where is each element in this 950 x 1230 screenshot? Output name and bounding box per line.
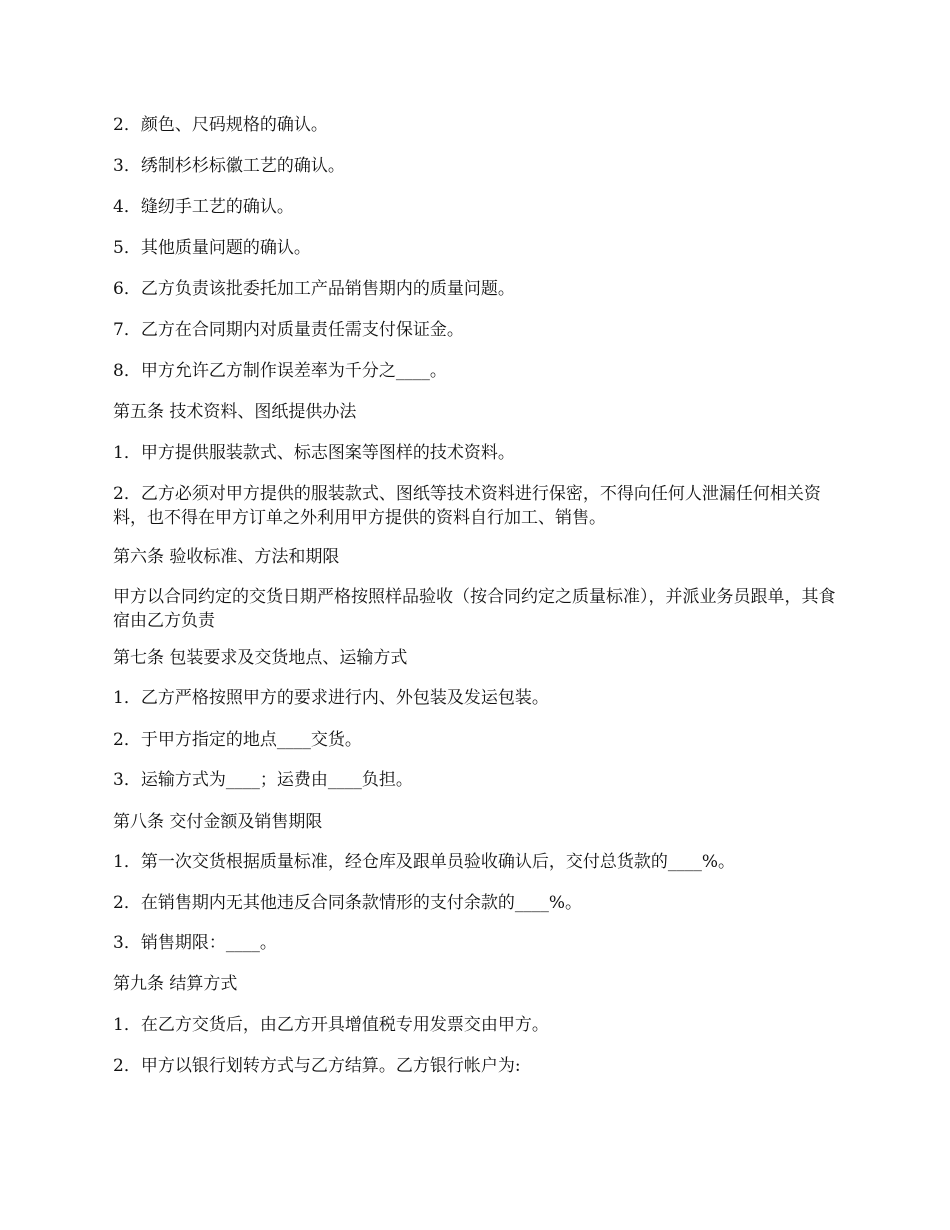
item-sewing-confirmation: 4．缝纫手工艺的确认。 (113, 197, 294, 217)
item-deposit: 7．乙方在合同期内对质量责任需支付保证金。 (113, 320, 464, 340)
article-7-item-3: 3．运输方式为____；运费由____负担。 (113, 770, 413, 790)
section-heading-article-7: 第七条 包装要求及交货地点、运输方式 (113, 648, 408, 668)
article-5-item-1: 1．甲方提供服装款式、标志图案等图样的技术资料。 (113, 443, 515, 463)
section-heading-article-5: 第五条 技术资料、图纸提供办法 (113, 402, 357, 422)
article-8-item-2: 2．在销售期内无其他违反合同条款情形的支付余款的____%。 (113, 893, 582, 913)
item-embroidery-confirmation: 3．绣制杉杉标徽工艺的确认。 (113, 156, 345, 176)
article-5-item-2: 2．乙方必须对甲方提供的服装款式、图纸等技术资料进行保密，不得向任何人泄漏任何相关资料，也不得在甲方订单之外利用甲方提供的资料自行加工、销售。 (113, 484, 821, 528)
article-9-item-1: 1．在乙方交货后，由乙方开具增值税专用发票交由甲方。 (113, 1015, 549, 1035)
article-7-item-2: 2．于甲方指定的地点____交货。 (113, 730, 362, 750)
item-error-rate: 8．甲方允许乙方制作误差率为千分之____。 (113, 361, 447, 381)
article-8-item-3: 3．销售期限：____。 (113, 933, 277, 953)
item-color-size-confirmation: 2．颜色、尺码规格的确认。 (113, 115, 328, 135)
section-heading-article-9: 第九条 结算方式 (113, 974, 238, 994)
item-other-quality-confirmation: 5．其他质量问题的确认。 (113, 238, 311, 258)
article-9-item-2: 2．甲方以银行划转方式与乙方结算。乙方银行帐户为: (113, 1056, 521, 1076)
section-heading-article-6: 第六条 验收标准、方法和期限 (113, 547, 340, 567)
article-6-text: 甲方以合同约定的交货日期严格按照样品验收（按合同约定之质量标准），并派业务员跟单，其食宿由乙方负责 (113, 587, 836, 631)
article-8-item-1: 1．第一次交货根据质量标准，经仓库及跟单员验收确认后，交付总货款的____%。 (113, 852, 735, 872)
section-heading-article-8: 第八条 交付金额及销售期限 (113, 812, 323, 832)
item-quality-responsibility: 6．乙方负责该批委托加工产品销售期内的质量问题。 (113, 279, 515, 299)
article-7-item-1: 1．乙方严格按照甲方的要求进行内、外包装及发运包装。 (113, 688, 549, 708)
